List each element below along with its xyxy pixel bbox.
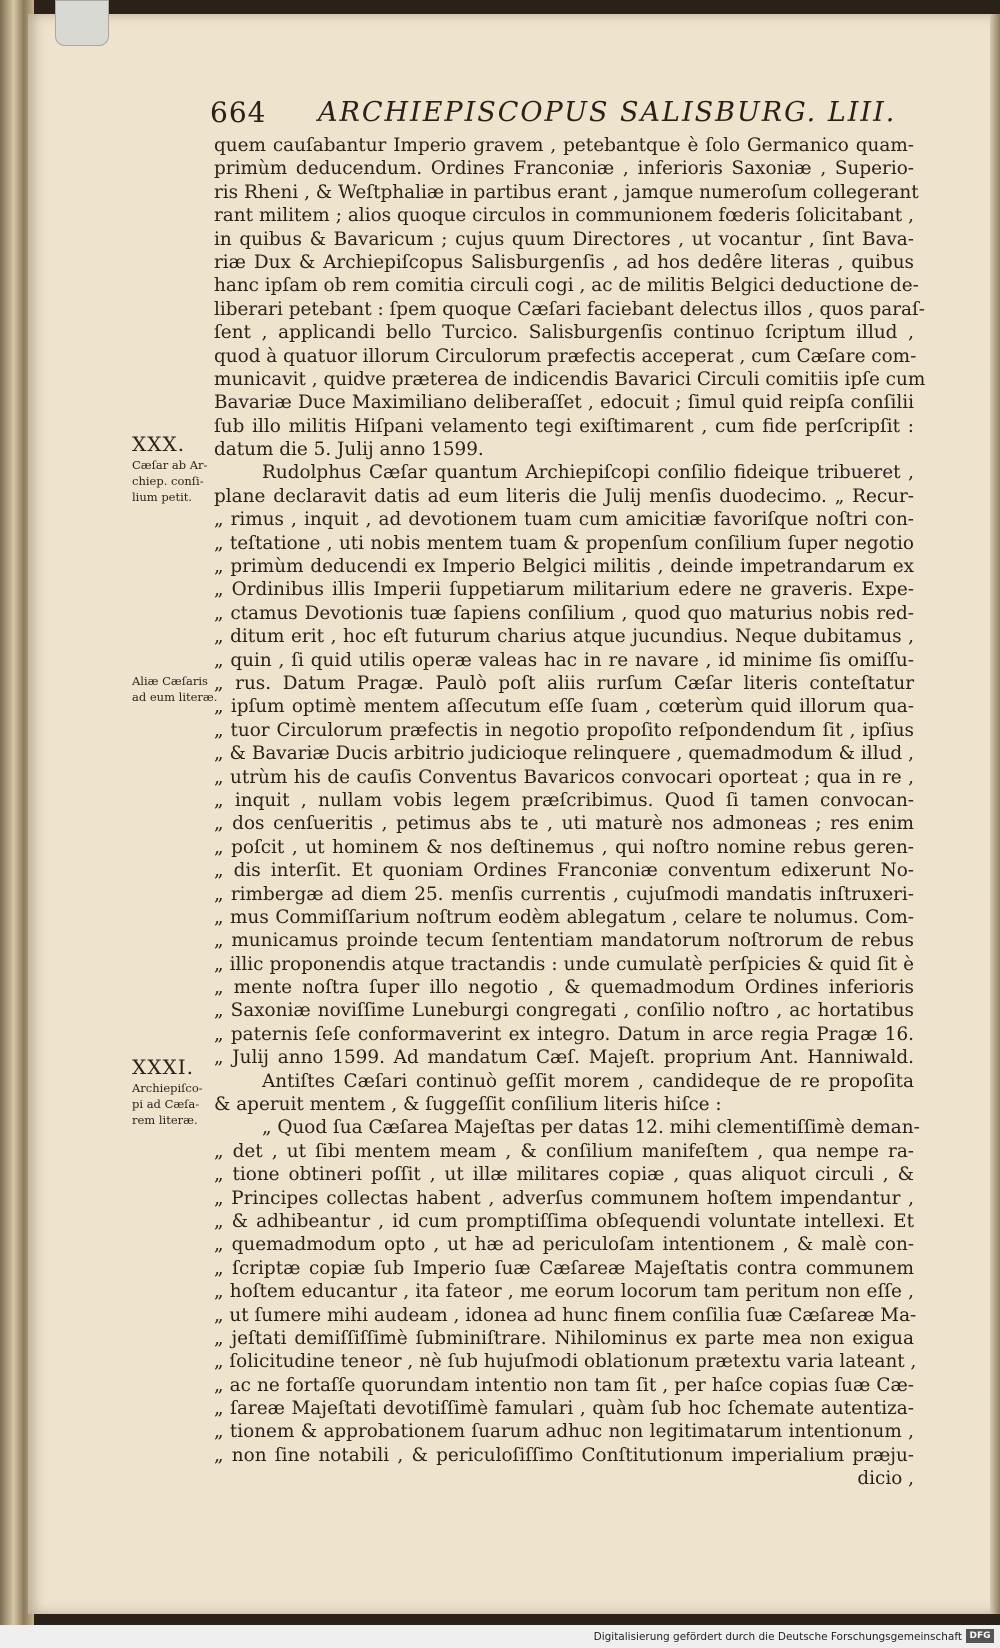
dfg-logo: DFG <box>966 1629 994 1643</box>
text-line: „ paternis ſeſe conformaverint ex integro. Datum in arce regia Pragæ 16. <box>214 1023 914 1045</box>
text-line: hanc ipſam ob rem comitia circuli cogi , ac de militis Belgici deductione de- <box>214 275 919 297</box>
footer-bar <box>0 1625 1000 1648</box>
margin-note-aliae <box>132 672 220 704</box>
text-line: „ Julij anno 1599. Ad mandatum Cæſ. Majeſt. proprium Ant. Hanniwald. <box>214 1047 914 1069</box>
funding-credit: Digitalisierung gefördert durch die Deutsche Forschungsgemeinschaft <box>593 1631 962 1643</box>
text-line: „ inquit , nullam vobis legem præſcribimus. Quod ſi tamen convocan- <box>214 789 914 811</box>
margin-note-line: ad eum literæ. <box>132 690 218 704</box>
text-line: ris Rheni , & Weſtphaliæ in partibus erant , jamque numeroſum collegerant <box>214 181 919 203</box>
margin-note-line: chiep. conſi- <box>132 474 204 488</box>
text-line: „ ſolicitudine teneor , nè ſub hujuſmodi oblationum prætextu varia lateant , <box>214 1351 917 1373</box>
text-line: „ rus. Datum Pragæ. Paulò poſt aliis rurſum Cæſar literis conteſtatur <box>214 672 914 694</box>
text-line: „ hoſtem educantur , ita fateor , me eorum locorum tam peritum non eſſe , <box>214 1281 914 1303</box>
margin-section-number: XXX. <box>132 432 186 456</box>
text-line: „ rimbergæ ad diem 25. menſis currentis , cujuſmodi mandatis inſtruxeri- <box>214 883 914 905</box>
text-line: „ non ſine notabili , & periculoſiſſimo Conſtitutionum imperialium præju- <box>214 1444 914 1466</box>
page-number: 664 <box>210 96 267 129</box>
text-line: „ dos cenſueritis , petimus abs te , uti maturè nos admoneas ; res enim <box>214 813 914 835</box>
text-line: „ Quod ſua Cæſarea Majeſtas per datas 12. mihi clementiſſimè deman- <box>262 1117 920 1139</box>
text-line: & aperuit mentem , & ſuggeſſit conſilium literis hiſce : <box>214 1094 722 1116</box>
page-edge <box>990 14 1000 1614</box>
text-line: dicio , <box>857 1468 914 1490</box>
text-line: „ quemadmodum opto , ut hæ ad periculoſam intentionem , & malè con- <box>214 1234 914 1256</box>
margin-note-line: lium petit. <box>132 490 193 504</box>
text-line: „ tuor Circulorum præfectis in negotio propoſito reſpondendum ſit , ipſius <box>214 719 914 741</box>
text-line: „ primùm deducendi ex Imperio Belgici militis , deinde impetrandarum ex <box>214 556 914 578</box>
text-line: quod à quatuor illorum Circulorum præfectis acceperat , cum Cæſare com- <box>214 345 917 367</box>
text-line: „ ut ſumere mihi audeam , idonea ad hunc finem conſilia ſuæ Cæſareæ Ma- <box>214 1304 917 1326</box>
running-head: ARCHIEPISCOPUS SALISBURG. LIII. <box>318 97 897 128</box>
text-line: „ & Bavariæ Ducis arbitrio judicioque relinquere , quemadmodum & illud , <box>214 743 914 765</box>
text-line: „ Ordinibus illis Imperii ſuppetiarum militarium edere ne graveris. Expe- <box>214 579 914 601</box>
text-line: „ det , ut ſibi mentem meam , & conſilium manifeſtem , qua nempe ra- <box>214 1140 914 1162</box>
margin-note-line: Archiepiſco- <box>132 1081 203 1095</box>
text-line: municavit , quidve præterea de indicendis Bavarici Circuli comitiis ipſe cum <box>214 368 926 390</box>
text-line: „ ctamus Devotionis tuæ ſapiens conſilium , quod quo maturius nobis red- <box>214 602 914 624</box>
text-line: Rudolphus Cæſar quantum Archiepiſcopi conſilio fideique tribueret , <box>262 462 914 484</box>
page-header <box>210 96 897 136</box>
text-line: „ quin , ſi quid utilis operæ valeas hac in re navare , id minime ſis omiſſu- <box>214 649 914 671</box>
text-line: „ tione obtineri poſſit , ut illæ militares copiæ , quas aliquot circuli , & <box>214 1164 914 1186</box>
text-line: „ jeſtati demiſſiſſimè ſubminiſtrare. Nihilominus ex parte mea non exigua <box>214 1327 914 1349</box>
page-clip <box>55 0 109 46</box>
margin-note-line: Aliæ Cæſaris <box>132 674 208 688</box>
text-line: liberari petebant : ſpem quoque Cæſari faciebant delectus illos , quos paraſ- <box>214 298 925 320</box>
text-line: „ & adhibeantur , id cum promptiſſima obſequendi voluntate intellexi. Et <box>214 1210 914 1232</box>
text-line: „ municamus proinde tecum ſententiam mandatorum noſtrorum de rebus <box>214 930 914 952</box>
margin-note-line: rem literæ. <box>132 1113 198 1127</box>
text-line: „ illic proponendis atque tractandis : unde cumulatè perſpicies & quid ſit è <box>214 953 914 975</box>
text-line: „ ac ne fortaſſe quorundam intentio non tam ſit , per haſce copias ſuæ Cæ- <box>214 1374 914 1396</box>
text-line: datum die 5. Julij anno 1599. <box>214 439 484 461</box>
text-line: primùm deducendum. Ordines Franconiæ , inferioris Saxoniæ , Superio- <box>214 158 914 180</box>
text-line: ſub illo militis Hiſpani velamento tegi exiſtimarent , cum fide perſcripſit : <box>214 415 914 437</box>
text-line: „ Principes collectas habent , adverſus communem hoſtem impendantur , <box>214 1187 914 1209</box>
margin-section-number: XXXI. <box>132 1055 194 1079</box>
margin-note-xxx <box>132 432 220 504</box>
text-line: „ poſcit , ut hominem & nos deſtinemus , qui noſtro nomine rebus geren- <box>214 836 914 858</box>
text-line: „ ſareæ Majeſtati devotiſſimè famulari , quàm ſub hoc ſchemate autentiza- <box>214 1398 914 1420</box>
text-line: „ ditum erit , hoc eſt futurum charius atque jucundius. Neque dubitamus , <box>214 626 914 648</box>
text-line: „ mus Commiſſarium noſtrum eodèm ablegatum , celare te nolumus. Com- <box>214 906 914 928</box>
text-line: ſent , applicandi bello Turcico. Salisburgenſis continuo ſcriptum illud , <box>214 322 914 344</box>
text-line: plane declaravit datis ad eum literis die Julij menſis duodecimo. „ Recur- <box>214 485 914 507</box>
text-line: „ ipſum optimè mentem aſſecutum eſſe ſuam , cœterùm quid illorum qua- <box>214 696 914 718</box>
text-line: Antiſtes Cæſari continuò geſſit morem , candideque de re propoſita <box>262 1070 914 1092</box>
text-line: Bavariæ Duce Maximiliano deliberaſſet , edocuit ; ſimul quid reipſa conſilii <box>214 392 914 414</box>
text-line: quem cauſabantur Imperio gravem , petebantque è ſolo Germanico quam- <box>214 135 914 156</box>
body-text <box>214 134 926 1491</box>
text-line: riæ Dux & Archiepiſcopus Salisburgenſis , ad hos dedêre literas , quibus <box>214 251 914 273</box>
text-line: „ mente noſtra ſuper illo negotio , & quemadmodum Ordines inferioris <box>214 977 914 999</box>
text-line: in quibus & Bavaricum ; cujus quum Directores , ut vocantur , ſint Bava- <box>214 228 914 250</box>
text-line: rant militem ; alios quoque circulos in communionem fœderis ſolicitabant , <box>214 205 914 227</box>
text-line: „ tionem & approbationem ſuarum adhuc non legitimatarum intentionum , <box>214 1421 914 1443</box>
margin-note-xxxi <box>132 1055 220 1127</box>
text-line: „ utrùm his de cauſis Conventus Bavaricos convocari oporteat ; qua in re , <box>214 766 914 788</box>
margin-note-line: pi ad Cæſa- <box>132 1097 200 1111</box>
text-line: „ Saxoniæ noviſſime Luneburgi congregati , conſilio noſtro , ac hortatibus <box>214 1000 914 1022</box>
text-line: „ dis interſit. Et quoniam Ordines Franconiæ conventum edixerunt No- <box>214 860 914 882</box>
text-line: „ rimus , inquit , ad devotionem tuam cum amicitiæ favoriſque noſtri con- <box>214 509 914 531</box>
text-line: „ teſtatione , uti nobis mentem tuam & propenſum conſilium ſuper negotio <box>214 532 914 554</box>
text-line: „ ſcriptæ copiæ ſub Imperio ſuæ Cæſareæ Majeſtatis contra communem <box>214 1257 914 1279</box>
margin-note-line: Cæſar ab Ar- <box>132 458 208 472</box>
